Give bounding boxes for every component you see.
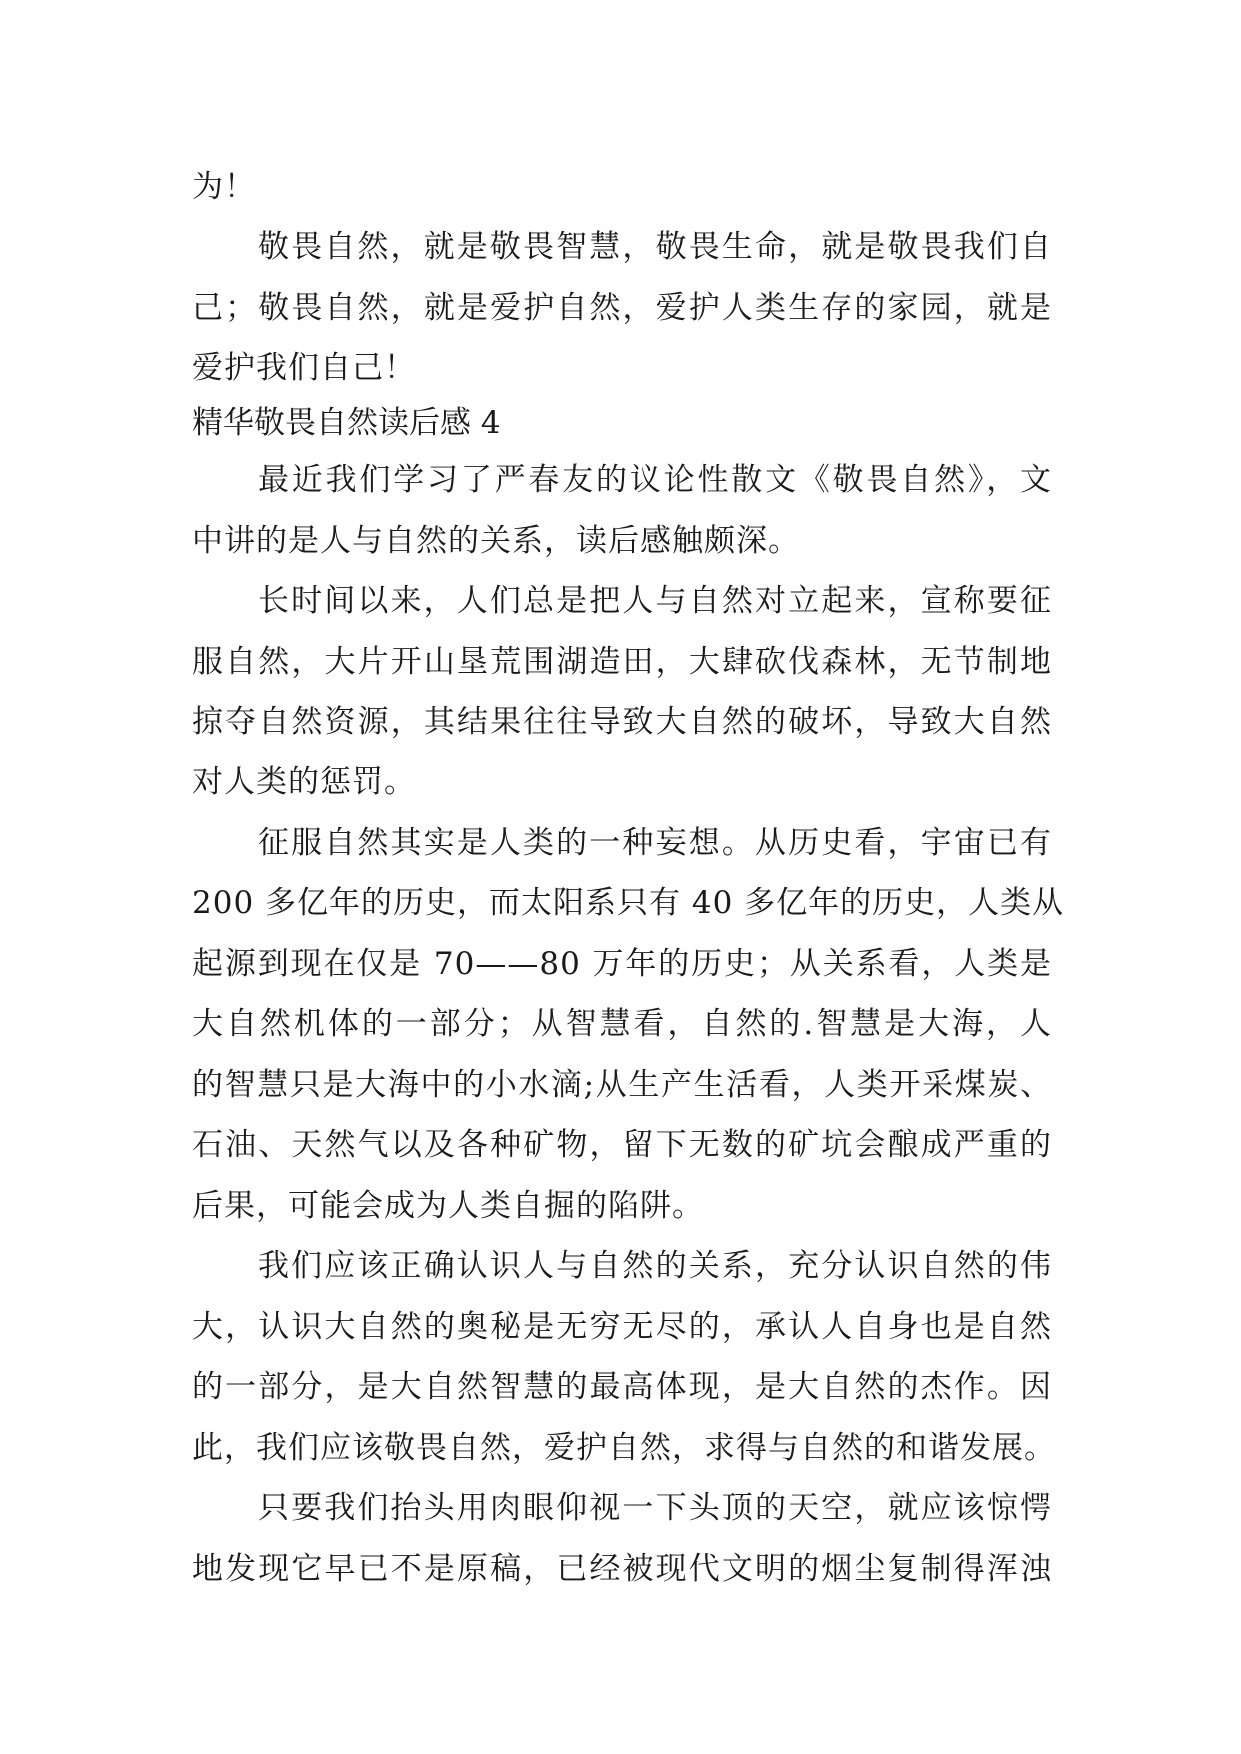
text-line: 对人类的惩罚。 — [192, 764, 416, 800]
paragraph-first-line: 征服自然其实是人类的一种妄想。从历史看，宇宙已有 — [258, 825, 1052, 861]
text-line: 服自然，大片开山垦荒围湖造田，大肆砍伐森林，无节制地 — [192, 644, 1052, 680]
paragraph-first-line: 只要我们抬头用肉眼仰视一下头顶的天空，就应该惊愕 — [258, 1490, 1052, 1526]
text-line: 后果，可能会成为人类自掘的陷阱。 — [192, 1188, 704, 1224]
text-line: 大自然机体的一部分；从智慧看，自然的.智慧是大海，人 — [192, 1006, 1052, 1042]
paragraph-first-line: 敬畏自然，就是敬畏智慧，敬畏生命，就是敬畏我们自 — [258, 229, 1052, 265]
text-line: 为！ — [192, 169, 256, 205]
text-line: 起源到现在仅是 70——80 万年的历史；从关系看，人类是 — [192, 946, 1052, 982]
paragraph-first-line: 我们应该正确认识人与自然的关系，充分认识自然的伟 — [258, 1248, 1052, 1284]
paragraph-first-line: 长时间以来，人们总是把人与自然对立起来，宣称要征 — [258, 583, 1052, 619]
text-line: 中讲的是人与自然的关系，读后感触颇深。 — [192, 523, 800, 559]
text-line: 掠夺自然资源，其结果往往导致大自然的破坏，导致大自然 — [192, 704, 1052, 740]
paragraph-first-line: 最近我们学习了严春友的议论性散文《敬畏自然》，文 — [258, 462, 1052, 498]
text-line: 大，认识大自然的奥秘是无穷无尽的，承认人自身也是自然 — [192, 1309, 1052, 1345]
text-line: 此，我们应该敬畏自然，爱护自然，求得与自然的和谐发展。 — [192, 1430, 1056, 1466]
text-line: 的一部分，是大自然智慧的最高体现，是大自然的杰作。因 — [192, 1369, 1052, 1405]
text-line: 爱护我们自己！ — [192, 350, 416, 386]
text-line: 的智慧只是大海中的小水滴;从生产生活看，人类开采煤炭、 — [192, 1067, 1052, 1103]
text-line: 200 多亿年的历史，而太阳系只有 40 多亿年的历史，人类从 — [192, 885, 1065, 921]
text-line: 石油、天然气以及各种矿物，留下无数的矿坑会酿成严重的 — [192, 1127, 1052, 1163]
section-heading: 精华敬畏自然读后感 4 — [192, 405, 501, 441]
text-line: 己；敬畏自然，就是爱护自然，爱护人类生存的家园，就是 — [192, 290, 1052, 326]
text-line: 地发现它早已不是原稿，已经被现代文明的烟尘复制得浑浊 — [192, 1551, 1052, 1587]
